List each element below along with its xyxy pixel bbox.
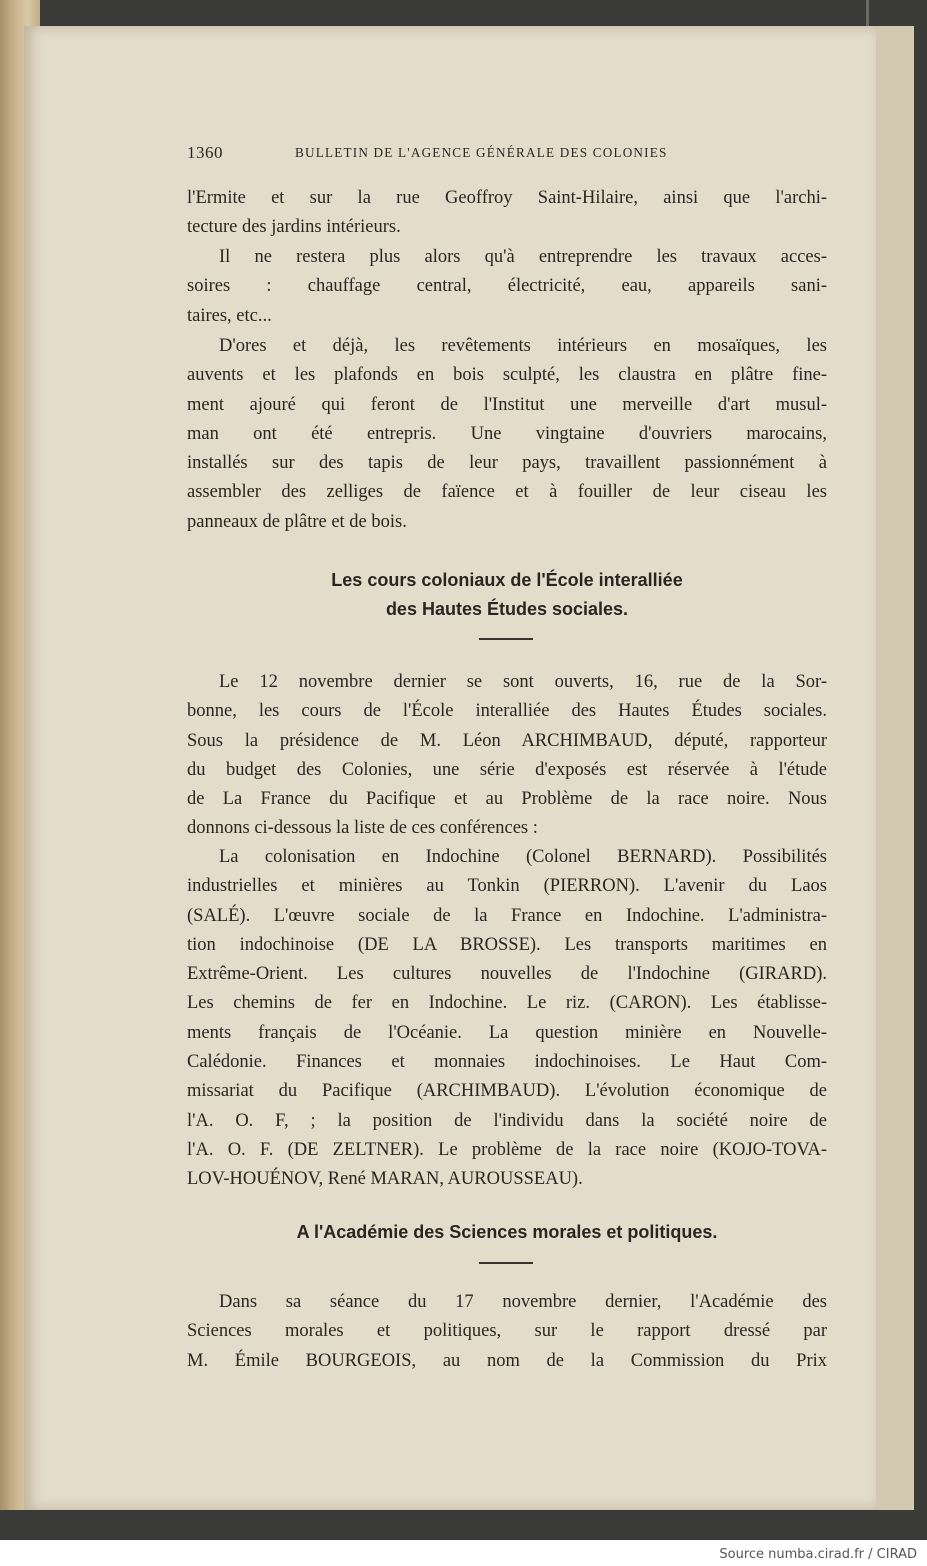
text-line: l'A. O. F. (DE ZELTNER). Le problème de la race noire (KOJO-TOVA-	[187, 1139, 827, 1160]
section-divider	[479, 1262, 533, 1264]
text-line: Extrême-Orient. Les cultures nouvelles de l'Indochine (GIRARD).	[187, 964, 827, 985]
running-title: BULLETIN DE L'AGENCE GÉNÉRALE DES COLONIES	[295, 145, 668, 160]
section-title-academie	[187, 1218, 827, 1247]
text-line: (SALÉ). L'œuvre sociale de la France en Indochine. L'administra-	[187, 905, 827, 926]
paragraph-conference-list	[187, 843, 827, 1195]
text-line: La colonisation en Indochine (Colonel BERNARD). Possibilités	[219, 847, 827, 867]
binding-marker	[866, 0, 869, 26]
page-number: 1360	[187, 143, 223, 162]
text-line: l'Ermite et sur la rue Geoffroy Saint-Hilaire, ainsi que l'archi-	[187, 188, 827, 208]
text-line: man ont été entrepris. Une vingtaine d'ouvriers marocains,	[187, 423, 827, 444]
section-title-line: Les cours coloniaux de l'École interalliée	[331, 570, 683, 590]
text-line: tecture des jardins intérieurs.	[187, 217, 401, 238]
source-credit: Source numba.cirad.fr / CIRAD	[719, 1547, 917, 1562]
text-line: missariat du Pacifique (ARCHIMBAUD). L'évolution économique de	[187, 1081, 827, 1102]
text-line: donnons ci-dessous la liste de ces conférences :	[187, 818, 538, 839]
text-line: Dans sa séance du 17 novembre dernier, l'Académie des	[219, 1292, 827, 1312]
page-header	[187, 143, 827, 165]
text-line: Sciences morales et politiques, sur le rapport dressé par	[187, 1321, 827, 1342]
text-line: D'ores et déjà, les revêtements intérieurs en mosaïques, les	[219, 336, 827, 356]
text-line: Calédonie. Finances et monnaies indochinoises. Le Haut Com-	[187, 1052, 827, 1073]
section-title-line: A l'Académie des Sciences morales et politiques.	[296, 1222, 718, 1242]
text-line: industrielles et minières au Tonkin (PIERRON). L'avenir du Laos	[187, 876, 827, 897]
text-line: ments français de l'Océanie. La question minière en Nouvelle-	[187, 1022, 827, 1043]
text-line: bonne, les cours de l'École interalliée des Hautes Études sociales.	[187, 701, 827, 722]
section-divider	[479, 638, 533, 640]
section-title-line: des Hautes Études sociales.	[385, 599, 629, 619]
text-line: Il ne restera plus alors qu'à entreprendre les travaux acces-	[219, 247, 827, 267]
paragraph-mosaics	[187, 332, 827, 537]
paragraph-continuation	[187, 184, 827, 243]
text-line: panneaux de plâtre et de bois.	[187, 511, 407, 532]
text-line: installés sur des tapis de leur pays, travaillent passionnément à	[187, 453, 827, 474]
text-line: du budget des Colonies, une série d'exposés est réservée à l'étude	[187, 759, 827, 780]
text-line: ment ajouré qui feront de l'Institut une merveille d'art musul-	[187, 394, 827, 415]
paragraph-accessory-works	[187, 243, 827, 331]
text-line: M. Émile BOURGEOIS, au nom de la Commission du Prix	[187, 1350, 827, 1371]
text-line: de La France du Pacifique et au Problème de la race noire. Nous	[187, 789, 827, 810]
paragraph-academie-session	[187, 1288, 827, 1376]
text-line: LOV-HOUÉNOV, René MARAN, AUROUSSEAU).	[187, 1169, 583, 1190]
section-title-cours-coloniaux	[187, 566, 827, 624]
text-line: l'A. O. F, ; la position de l'individu dans la société noire de	[187, 1110, 827, 1131]
text-line: Le 12 novembre dernier se sont ouverts, 16, rue de la Sor-	[219, 672, 827, 692]
facing-page-strip	[876, 26, 914, 1510]
text-line: auvents et les plafonds en bois sculpté, les claustra en plâtre fine-	[187, 365, 827, 386]
paragraph-courses-opening	[187, 668, 827, 844]
text-line: assembler des zelliges de faïence et à fouiller de leur ciseau les	[187, 482, 827, 503]
text-line: Les chemins de fer en Indochine. Le riz. (CARON). Les établisse-	[187, 993, 827, 1014]
text-line: soires : chauffage central, électricité, eau, appareils sani-	[187, 276, 827, 297]
text-line: tion indochinoise (DE LA BROSSE). Les transports maritimes en	[187, 934, 827, 955]
text-line: taires, etc...	[187, 305, 272, 326]
text-line: Sous la présidence de M. Léon ARCHIMBAUD, député, rapporteur	[187, 730, 827, 751]
